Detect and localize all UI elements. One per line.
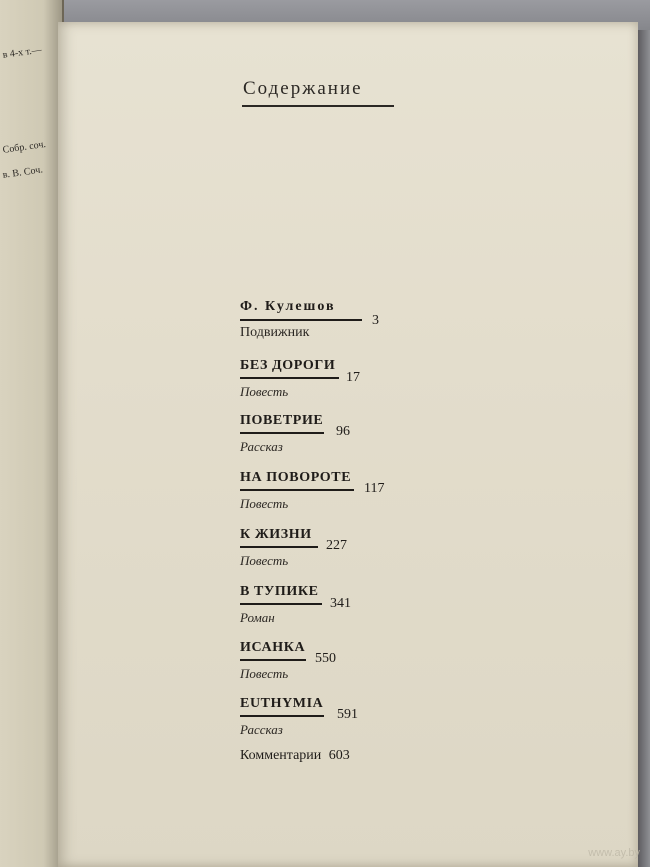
toc-entry-rule (240, 715, 324, 717)
toc-entry-title: К ЖИЗНИ (240, 527, 312, 542)
toc-entry-page: 341 (330, 596, 351, 611)
toc-entry-subtitle: Повесть (240, 553, 289, 568)
toc-entry-subtitle: Повесть (240, 666, 289, 681)
toc-entry-title: ПОВЕТРИЕ (240, 413, 324, 428)
toc-entry-title: НА ПОВОРОТЕ (240, 470, 352, 485)
toc-entry-subtitle: Роман (240, 610, 275, 625)
toc-entry-rule (240, 432, 324, 434)
toc-entry (240, 525, 347, 568)
toc-entry-page: 117 (364, 481, 385, 496)
toc-entry-subtitle: Подвижник (240, 325, 310, 340)
toc-entry-subtitle: Повесть (240, 384, 289, 399)
contents-page (58, 22, 638, 867)
watermark: www.ay.by (588, 847, 640, 859)
toc-entry-rule (240, 377, 339, 379)
toc-entry (240, 582, 351, 625)
toc-comments-page: 603 (328, 748, 350, 763)
toc-comments-label: Комментарии (240, 748, 322, 763)
toc-entry-subtitle: Рассказ (240, 439, 283, 454)
toc-entry (240, 694, 358, 737)
toc-entry-page: 3 (372, 313, 379, 328)
toc-entry (240, 411, 350, 454)
toc-entry-subtitle: Повесть (240, 496, 289, 511)
toc-entry-rule (240, 659, 306, 661)
toc-entry-title: БЕЗ ДОРОГИ (240, 358, 336, 373)
toc-entry (240, 638, 336, 681)
left-page (0, 0, 64, 867)
toc-entry-page: 550 (315, 651, 336, 666)
toc-entry-subtitle: Рассказ (240, 722, 283, 737)
left-page-fragment: в. В. Соч. (2, 164, 44, 181)
toc-entry (240, 297, 379, 340)
toc-entry-rule (240, 489, 354, 491)
left-page-fragment: в 4-х т.— (2, 44, 43, 61)
toc-entry-page: 17 (346, 370, 360, 385)
toc-comments-entry (240, 748, 350, 764)
toc-entry-page: 227 (326, 538, 347, 553)
toc-entry-title: В ТУПИКЕ (240, 584, 319, 599)
toc-entry-rule (240, 546, 318, 548)
toc-entry-rule (240, 319, 362, 321)
toc-entry-page: 96 (336, 424, 350, 439)
left-page-fragment: Собр. соч. (2, 138, 47, 156)
toc-entry-title: EUTHYMIA (240, 696, 324, 711)
toc-entry-title: Ф. Кулешов (240, 299, 336, 314)
toc-entry-title: ИСАНКА (240, 640, 306, 655)
toc-entry-rule (240, 603, 322, 605)
toc-entry (240, 356, 360, 399)
heading-underline (242, 105, 394, 107)
toc-entry (240, 468, 385, 511)
contents-heading: Содержание (243, 78, 363, 99)
toc-entry-page: 591 (337, 707, 358, 722)
